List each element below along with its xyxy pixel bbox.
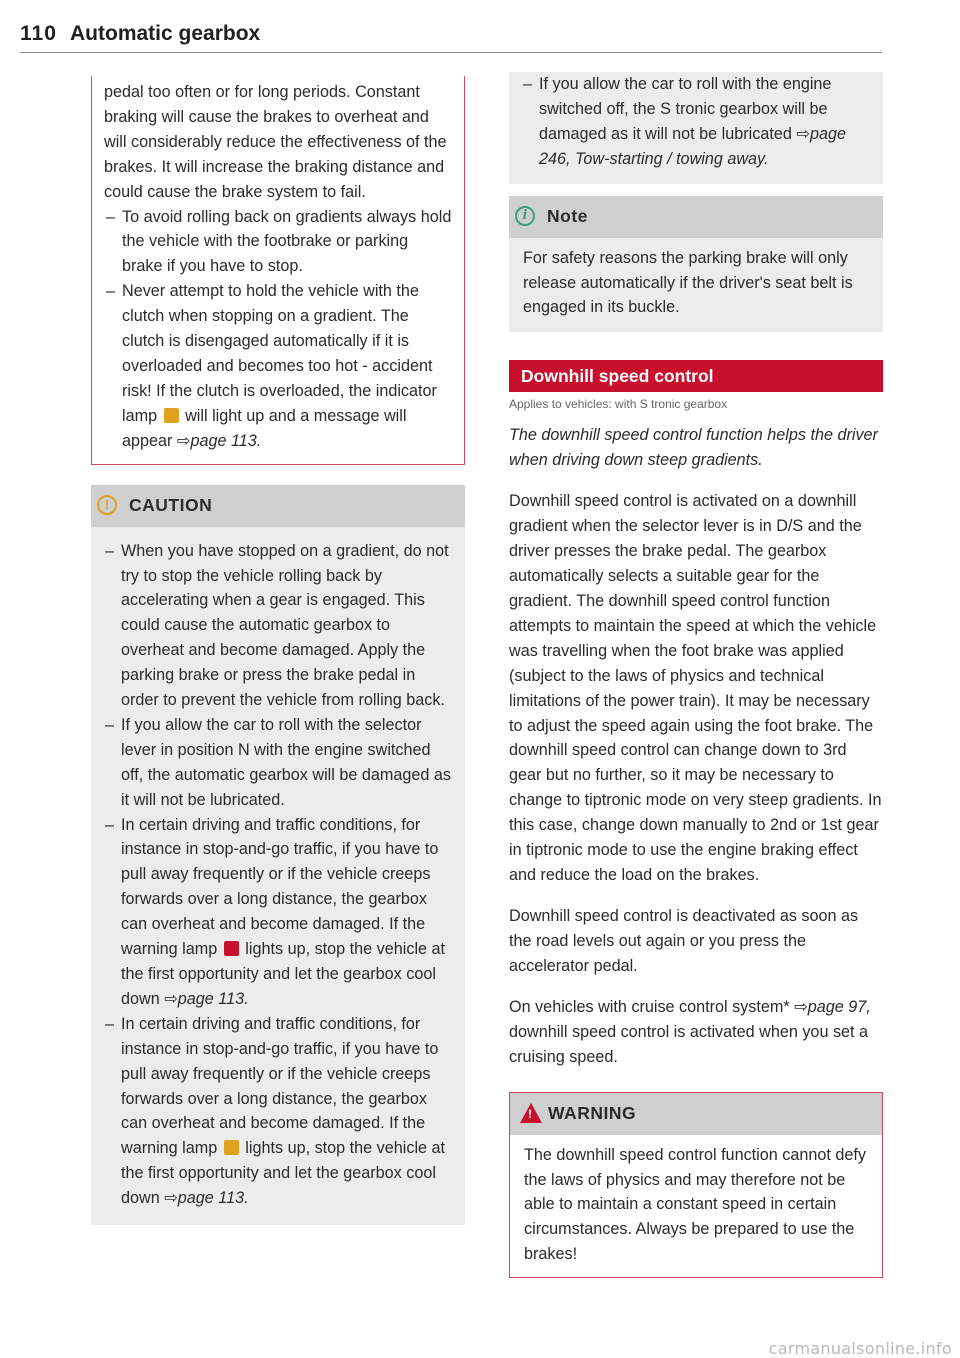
warning-lamp-yellow-icon: [224, 1140, 239, 1155]
arrow-right-icon: ⇨: [164, 1189, 178, 1208]
warning-header: [509, 1092, 883, 1135]
page-header: [20, 20, 882, 53]
caution-header: [91, 485, 465, 527]
caution-item: – If you allow the car to roll with the selector lever in position N with the engine switched off, the automatic gearbox will be damaged as it will not be lubricated.: [103, 713, 453, 813]
clutch-indicator-lamp-icon: [164, 408, 179, 423]
body-paragraph: On vehicles with cruise control system* ⇨page 97, downhill speed control is activated when you set a cruising speed.: [509, 997, 871, 1066]
chapter-title: Automatic gearbox: [70, 22, 261, 45]
caution-item: – If you allow the car to roll with the engine switched off, the S tronic gearbox will be damaged as it will not be lubricated ⇨page 246, Tow-starting / towing away.: [521, 72, 871, 172]
warning-lamp-red-icon: [224, 941, 239, 956]
note-header: [509, 196, 883, 238]
warning-label: WARNING: [548, 1102, 637, 1123]
caution-continued-list: [521, 72, 871, 172]
warning-body: [509, 1135, 883, 1279]
body-paragraph: Downhill speed control is activated on a downhill gradient when the selector lever is in D/S and the driver presses the brake pedal. The gearbox automatically selects a suitable gear for the gradient. The downhill speed control function attempts to maintain the speed at which the vehicle was travelling when the foot brake was applied (subject to the laws of physics and technical limitations of the power train). It may be necessary to adjust the speed again using the foot brake. The downhill speed control can change down to 3rd gear but no further, so it may be necessary to change to tiptronic mode on very steep gradients. In this case, change down manually to 2nd or 1st gear in tiptronic mode to use the engine braking effect and reduce the load on the brakes.: [509, 492, 882, 884]
page-reference-link[interactable]: page 113.: [177, 1189, 249, 1208]
page-number: 110: [20, 22, 57, 45]
left-column: [91, 76, 465, 1225]
caution-item: – In certain driving and traffic conditions, for instance in stop-and-go traffic, if you have to pull away frequently or if the vehicle creeps forwards over a long distance, the gearbox can overheat and become damaged. If the warning lamp lights up, stop the vehicle at the first opportunity and let the gearbox cool down ⇨page 113.: [103, 813, 453, 1012]
caution-item: – When you have stopped on a gradient, do not try to stop the vehicle rolling back by accelerating when a gear is engaged. This could cause the automatic gearbox to overheat and become damaged. Apply the parking brake or press the brake pedal in order to prevent the vehicle from rolling back.: [103, 539, 453, 713]
arrow-right-icon: ⇨: [794, 997, 808, 1016]
warning-text: The downhill speed control function cannot defy the laws of physics and may therefore not be able to maintain a constant speed in certain circumstances. Always be prepared to use the brakes!: [524, 1145, 866, 1264]
note-label: Note: [547, 205, 588, 226]
body-paragraph: Downhill speed control is deactivated as soon as the road levels out again or you press the accelerator pedal.: [509, 907, 859, 975]
page-reference-link[interactable]: page 97,: [807, 997, 871, 1016]
warning-triangle-icon: [520, 1103, 542, 1123]
arrow-right-icon: ⇨: [796, 124, 810, 143]
note-body: [509, 238, 883, 333]
caution-continuation-box: [509, 72, 883, 184]
caution-body: [91, 527, 465, 1225]
warning-list: [104, 205, 452, 454]
page-reference-link[interactable]: page 246, Tow-starting / towing away.: [539, 124, 846, 168]
warning-item: – To avoid rolling back on gradients always hold the vehicle with the footbrake or parking brake if you have to stop.: [104, 205, 452, 280]
arrow-right-icon: ⇨: [176, 431, 191, 450]
page-reference-link[interactable]: page 113.: [190, 431, 262, 450]
caution-label: CAUTION: [129, 494, 213, 515]
section-intro: The downhill speed control function helps the driver when driving down steep gradients.: [509, 426, 878, 470]
section-title: Downhill speed control: [509, 360, 883, 392]
note-text: For safety reasons the parking brake will only release automatically if the driver's seat belt is engaged in its buckle.: [523, 248, 853, 317]
warning-continuation-box: [91, 76, 465, 465]
watermark: carmanualsonline.info: [768, 1339, 952, 1358]
info-icon: i: [515, 206, 535, 226]
arrow-right-icon: ⇨: [164, 989, 178, 1008]
caution-list: [103, 539, 453, 1211]
caution-item: – In certain driving and traffic conditions, for instance in stop-and-go traffic, if you have to pull away frequently or if the vehicle creeps forwards over a long distance, the gearbox can overheat and become damaged. If the warning lamp lights up, stop the vehicle at the first opportunity and let the gearbox cool down ⇨page 113.: [103, 1012, 453, 1211]
warning-continued-text: pedal too often or for long periods. Constant braking will cause the brakes to overheat and will considerably reduce the effectiveness of the brakes. It will increase the braking distance and could cause the brake system to fail.: [104, 83, 447, 201]
page-reference-link[interactable]: page 113.: [177, 989, 249, 1008]
right-column: [509, 76, 883, 1278]
caution-icon: !: [97, 495, 117, 515]
applies-to: Applies to vehicles: with S tronic gearbox: [509, 397, 728, 412]
warning-item: – Never attempt to hold the vehicle with the clutch when stopping on a gradient. The clutch is disengaged automatically if it is overloaded and becomes too hot - accident risk! If the clutch is overloaded, the indicator lamp will light up and a message will appear ⇨page 113.: [104, 279, 452, 453]
